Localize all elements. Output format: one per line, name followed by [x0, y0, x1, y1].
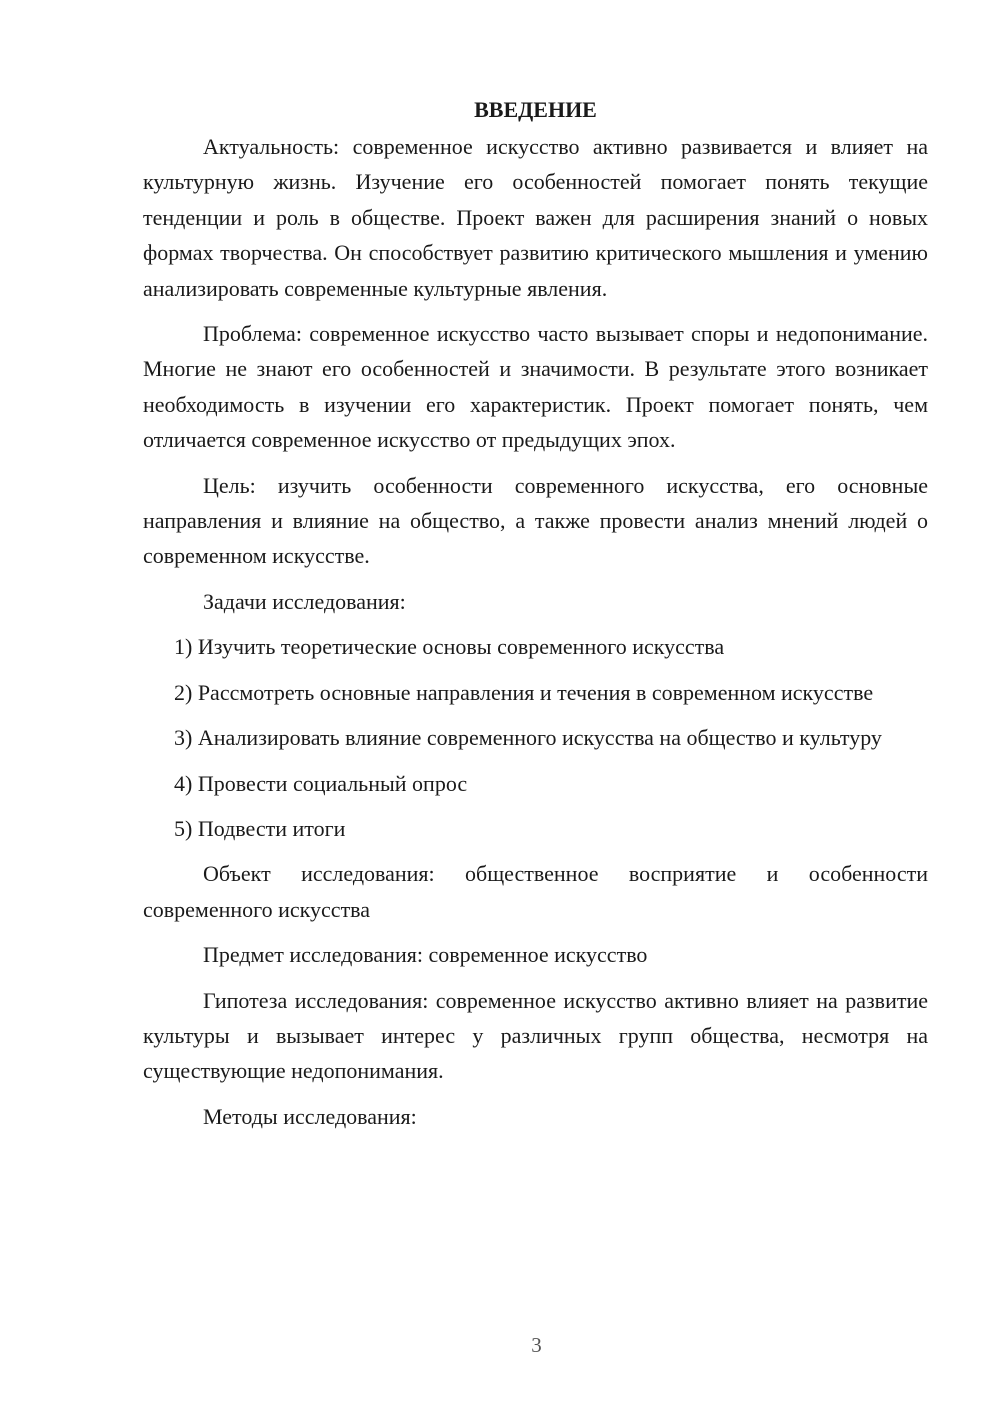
task-item-3: 3) Анализировать влияние современного искусства на общество и культуру [174, 725, 882, 751]
page-number: 3 [531, 1333, 542, 1357]
task-item-4: 4) Провести социальный опрос [174, 770, 468, 796]
task-item-2: 2) Рассмотреть основные направления и течения в современном искусстве [174, 679, 874, 705]
page-content [143, 92, 928, 1144]
hypothesis-paragraph: Гипотеза исследования: современное искусство активно влияет на развитие культуры и вызывает интерес у различных групп общества, несмотря на существующие недопонимания. [143, 987, 928, 1084]
methods-heading: Методы исследования: [203, 1103, 417, 1129]
section-title: ВВЕДЕНИЕ [474, 97, 597, 122]
tasks-heading: Задачи исследования: [203, 588, 406, 614]
task-item-1: 1) Изучить теоретические основы современного искусства [174, 634, 725, 660]
problem-paragraph: Проблема: современное искусство часто вызывает споры и недопонимание. Многие не знают его особенностей и значимости. В результате этого возникает необходимость в изучении его характеристик. Проект помогает понять, чем отличается современное искусство от предыдущих эпох. [143, 321, 928, 453]
task-item-5: 5) Подвести итоги [174, 815, 346, 841]
object-paragraph: Объект исследования: общественное восприятие и особенности современного искусства [143, 861, 928, 922]
subject-paragraph: Предмет исследования: современное искусство [203, 942, 648, 968]
relevance-paragraph: Актуальность: современное искусство активно развивается и влияет на культурную жизнь. Изучение его особенностей помогает понять текущие тенденции и роль в обществе. Проект важен для расширения знаний о новых формах творчества. Он способствует развитию критического мышления и умению анализировать современные культурные явления. [143, 134, 928, 301]
goal-paragraph: Цель: изучить особенности современного искусства, его основные направления и влияние на общество, а также провести анализ мнений людей о современном искусстве. [143, 472, 928, 569]
